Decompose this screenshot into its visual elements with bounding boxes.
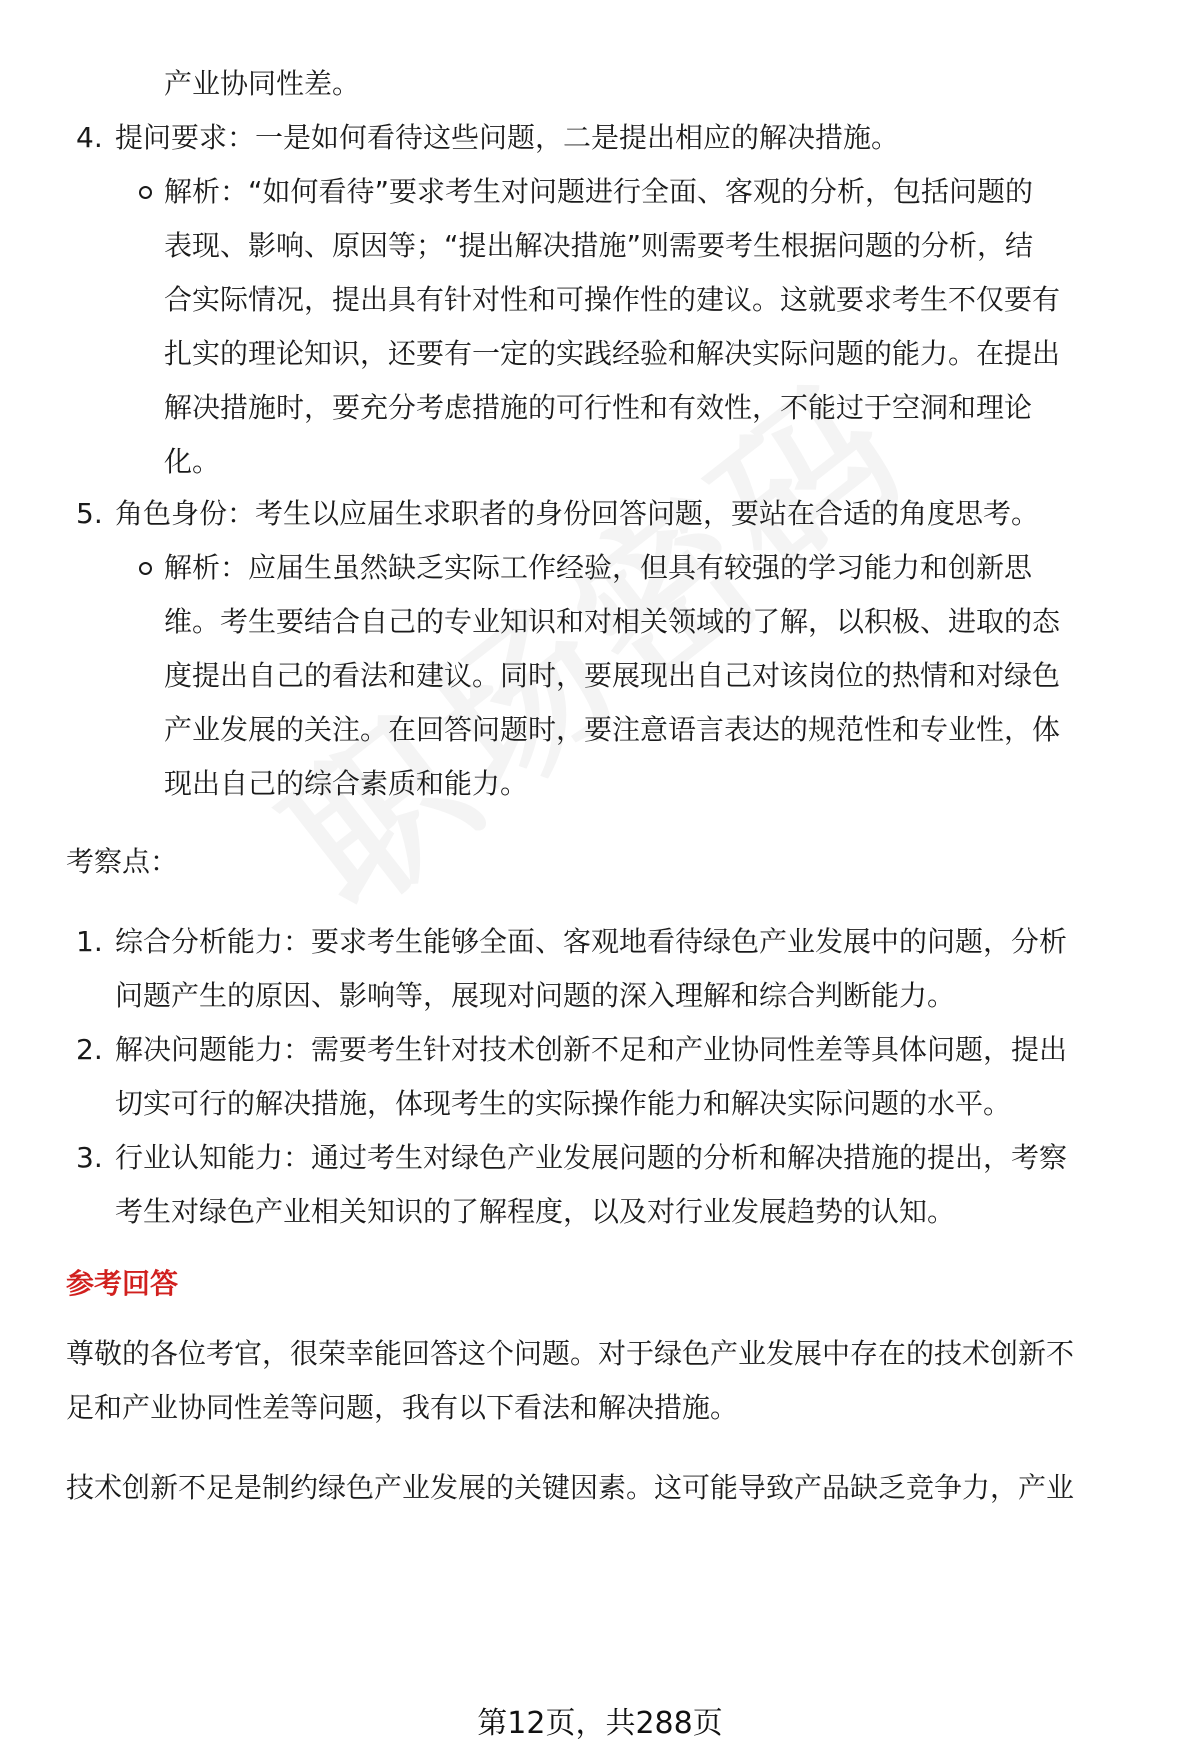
list-item-text: 提问要求：一是如何看待这些问题，二是提出相应的解决措施。 [115, 121, 900, 154]
analysis-line: 解决措施时，要充分考虑措施的可行性和有效性，不能过于空洞和理论 [164, 391, 1033, 424]
list-number: 5. [76, 497, 103, 530]
paragraph-line: 技术创新不足是制约绿色产业发展的关键因素。这可能导致产品缺乏竞争力，产业 [66, 1471, 1075, 1504]
reference-heading: 参考回答 [66, 1267, 179, 1300]
list-item-text: 角色身份：考生以应届生求职者的身份回答问题，要站在合适的角度思考。 [115, 497, 1040, 530]
list-number: 4. [76, 121, 103, 154]
assessment-title: 考察点： [66, 845, 179, 878]
assessment-line: 行业认知能力：通过考生对绿色产业发展问题的分析和解决措施的提出，考察 [115, 1141, 1068, 1174]
hollow-bullet-icon [139, 186, 152, 199]
hollow-bullet-icon [139, 562, 152, 575]
assessment-line: 解决问题能力：需要考生针对技术创新不足和产业协同性差等具体问题，提出 [115, 1033, 1068, 1066]
assessment-line: 综合分析能力：要求考生能够全面、客观地看待绿色产业发展中的问题，分析 [115, 925, 1068, 958]
paragraph-line: 尊敬的各位考官，很荣幸能回答这个问题。对于绿色产业发展中存在的技术创新不 [66, 1337, 1075, 1370]
analysis-line: 化。 [164, 445, 221, 478]
assessment-line: 问题产生的原因、影响等，展现对问题的深入理解和综合判断能力。 [115, 979, 956, 1012]
analysis-line: 解析：“如何看待”要求考生对问题进行全面、客观的分析，包括问题的 [164, 175, 1034, 208]
list-number: 3. [76, 1141, 103, 1174]
list-number: 2. [76, 1033, 103, 1066]
assessment-line: 考生对绿色产业相关知识的了解程度，以及对行业发展趋势的认知。 [115, 1195, 956, 1228]
analysis-line: 合实际情况，提出具有针对性和可操作性的建议。这就要求考生不仅要有 [164, 283, 1061, 316]
list-number: 1. [76, 925, 103, 958]
page-number: 第12页，共288页 [477, 1706, 723, 1741]
analysis-line: 表现、影响、原因等；“提出解决措施”则需要考生根据问题的分析，结 [164, 229, 1034, 262]
analysis-line: 维。考生要结合自己的专业知识和对相关领域的了解，以积极、进取的态 [164, 605, 1061, 638]
paragraph-line: 足和产业协同性差等问题，我有以下看法和解决措施。 [66, 1391, 739, 1424]
assessment-line: 切实可行的解决措施，体现考生的实际操作能力和解决实际问题的水平。 [115, 1087, 1012, 1120]
analysis-line: 现出自己的综合素质和能力。 [164, 767, 529, 800]
analysis-line: 扎实的理论知识，还要有一定的实践经验和解决实际问题的能力。在提出 [164, 337, 1061, 370]
analysis-line: 度提出自己的看法和建议。同时，要展现出自己对该岗位的热情和对绿色 [164, 659, 1061, 692]
analysis-line: 产业发展的关注。在回答问题时，要注意语言表达的规范性和专业性，体 [164, 713, 1061, 746]
analysis-line: 解析：应届生虽然缺乏实际工作经验，但具有较强的学习能力和创新思 [164, 551, 1033, 584]
continuation-text: 产业协同性差。 [164, 67, 361, 100]
